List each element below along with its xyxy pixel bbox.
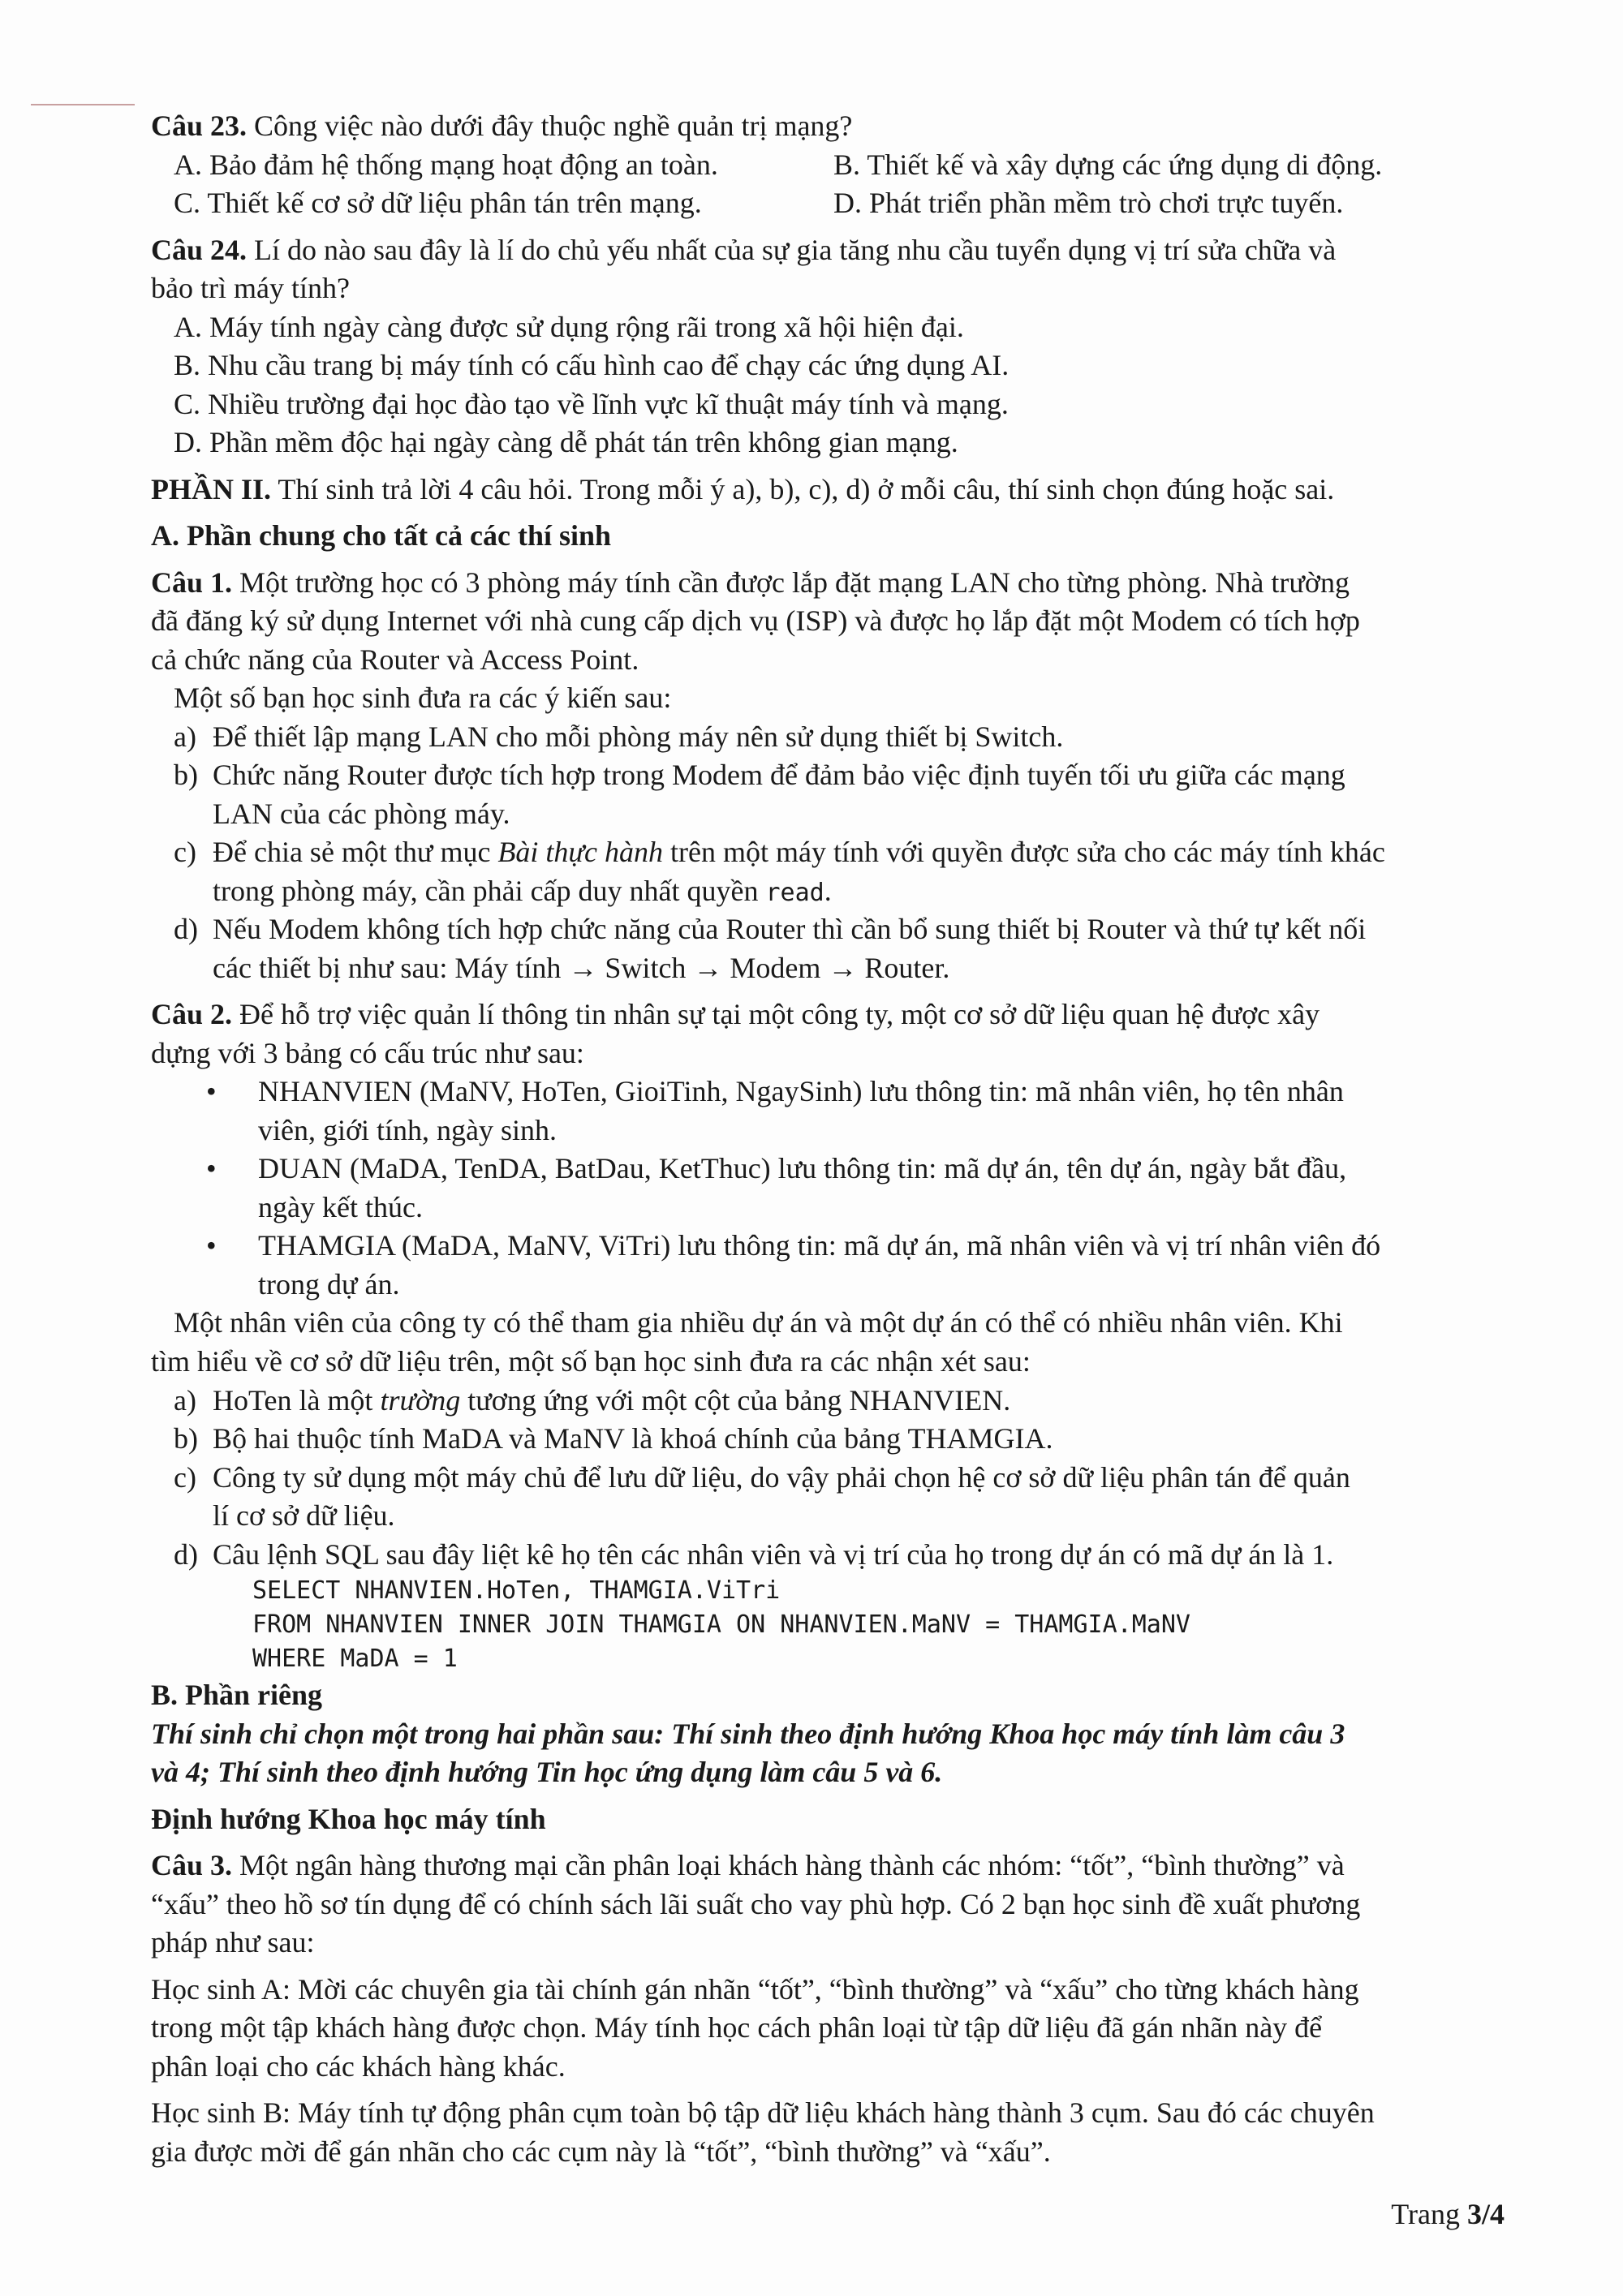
statement-text: [213, 756, 1498, 833]
question-text: Để hỗ trợ việc quản lí thông tin nhân sự tại một công ty, một cơ sở dữ liệu quan hệ được xây: [239, 998, 1320, 1031]
sql-line: SELECT NHANVIEN.HoTen, THAMGIA.ViTri: [252, 1576, 781, 1606]
question-23: [151, 107, 1498, 223]
bullet-line: trong dự án.: [258, 1267, 400, 1301]
question-text-cont: cả chức năng của Router và Access Point.: [151, 643, 639, 676]
sql-line: FROM NHANVIEN INNER JOIN THAMGIA ON NHANVIEN.MaNV = THAMGIA.MaNV: [252, 1610, 1190, 1640]
question-label: Câu 24.: [151, 233, 248, 266]
statement-a: [151, 1382, 1498, 1421]
statement-line: .: [824, 874, 832, 907]
student-a-proposal: [151, 1971, 1498, 2087]
page-prefix: Trang: [1391, 2198, 1460, 2230]
question-label: Câu 3.: [151, 1849, 233, 1882]
question-label: Câu 1.: [151, 565, 233, 599]
options-row: [151, 184, 1498, 223]
statement-label: d): [174, 1537, 198, 1571]
statement-c: [151, 833, 1498, 910]
permission-code: read: [765, 878, 824, 907]
statement-line: HoTen là một: [213, 1383, 373, 1417]
folder-name: Bài thực hành: [497, 836, 664, 869]
options-row: [151, 146, 1498, 185]
bullet-line: ngày kết thúc.: [258, 1190, 423, 1223]
question-text: Công việc nào dưới đây thuộc nghề quản trị mạng?: [254, 110, 853, 142]
bullet-line: DUAN (MaDA, TenDA, BatDau, KetThuc) lưu thông tin: mã dự án, tên dự án, ngày bắt đầu,: [258, 1152, 1347, 1185]
question-label: Câu 2.: [151, 998, 233, 1031]
statement-text: [213, 1382, 1498, 1421]
proposal-line: Học sinh A: Mời các chuyên gia tài chính gán nhãn “tốt”, “bình thường” và “xấu” cho từng khách hàng: [151, 1972, 1359, 2006]
bullet-item: [151, 1073, 1498, 1150]
statement-text: Để thiết lập mạng LAN cho mỗi phòng máy nên sử dụng thiết bị Switch.: [213, 720, 1064, 753]
question-text-cont: đã đăng ký sử dụng Internet với nhà cung cấp dịch vụ (ISP) và được họ lắp đặt một Modem có tích hợp: [151, 604, 1360, 638]
statement-label: d): [174, 913, 198, 946]
page-number: [1391, 2195, 1505, 2234]
section-a-heading: A. Phần chung cho tất cả các thí sinh: [151, 519, 612, 553]
page-content: [151, 107, 1498, 2171]
option-d: D. Phần mềm độc hại ngày càng dễ phát tán trên không gian mạng.: [174, 426, 958, 459]
statement-line: LAN của các phòng máy.: [213, 797, 510, 830]
statement-label: a): [174, 1383, 196, 1417]
bullet-line: viên, giới tính, ngày sinh.: [258, 1113, 558, 1146]
part-2-heading: [151, 471, 1498, 510]
paragraph-line: tìm hiểu về cơ sở dữ liệu trên, một số bạn học sinh đưa ra các nhận xét sau:: [151, 1344, 1031, 1378]
sql-code-block: [151, 1574, 1498, 1676]
statement-d: [151, 1536, 1498, 1575]
question-text: Một trường học có 3 phòng máy tính cần được lắp đặt mạng LAN cho từng phòng. Nhà trường: [239, 565, 1350, 599]
statement-label: b): [174, 759, 198, 792]
statement-line: Nếu Modem không tích hợp chức năng của Router thì cần bổ sung thiết bị Router và thứ tự kết nối: [213, 913, 1367, 946]
corner-mark: [31, 104, 135, 105]
option-c: C. Nhiều trường đại học đào tạo về lĩnh vực kĩ thuật máy tính và mạng.: [174, 387, 1009, 420]
option-a: A. Máy tính ngày càng được sử dụng rộng rãi trong xã hội hiện đại.: [174, 310, 964, 343]
question-2: [151, 995, 1498, 1676]
statement-line: Công ty sử dụng một máy chủ để lưu dữ liệu, do vậy phải chọn hệ cơ sở dữ liệu phân tán để quản: [213, 1460, 1350, 1494]
option-d: D. Phát triển phần mềm trò chơi trực tuyến.: [833, 187, 1344, 220]
question-text: Một ngân hàng thương mại cần phân loại khách hàng thành các nhóm: “tốt”, “bình thường” và: [239, 1849, 1345, 1882]
question-text: Lí do nào sau đây là lí do chủ yếu nhất của sự gia tăng nhu cầu tuyển dụng vị trí sửa chữa và: [254, 233, 1337, 266]
bullet-item: [151, 1227, 1498, 1304]
proposal-line: phân loại cho các khách hàng khác.: [151, 2049, 566, 2083]
term-italic: trường: [380, 1383, 461, 1417]
option-b: B. Thiết kế và xây dựng các ứng dụng di động.: [833, 148, 1383, 181]
statement-label: c): [174, 1460, 196, 1494]
statement-line: trên một máy tính với quyền được sửa cho các máy tính khác: [670, 836, 1385, 869]
section-b-heading: B. Phần riêng: [151, 1679, 323, 1712]
option-c: C. Thiết kế cơ sở dữ liệu phân tán trên mạng.: [174, 187, 702, 220]
option-a: A. Bảo đảm hệ thống mạng hoạt động an toàn.: [174, 148, 718, 181]
statement-line: lí cơ sở dữ liệu.: [213, 1499, 395, 1533]
statement-label: c): [174, 836, 196, 869]
student-b-proposal: [151, 2094, 1498, 2171]
bullet-text: [258, 1073, 1498, 1150]
bullet-icon: •: [206, 1152, 217, 1185]
bullet-icon: •: [206, 1229, 217, 1262]
part-instructions: Thí sinh trả lời 4 câu hỏi. Trong mỗi ý a), b), c), d) ở mỗi câu, thí sinh chọn đúng hoặc sai.: [278, 472, 1335, 505]
bullet-item: [151, 1150, 1498, 1227]
statement-label: b): [174, 1422, 198, 1455]
bullet-text: [258, 1227, 1498, 1304]
proposal-line: gia được mời để gán nhãn cho các cụm này là “tốt”, “bình thường” và “xấu”.: [151, 2135, 1051, 2168]
sql-line: WHERE MaDA = 1: [252, 1645, 458, 1674]
statement-line: các thiết bị như sau: Máy tính → Switch → Modem → Router.: [213, 951, 950, 984]
question-text-cont: pháp như sau:: [151, 1926, 315, 1959]
question-24: [151, 231, 1498, 462]
question-intro: Một số bạn học sinh đưa ra các ý kiến sau:: [174, 681, 672, 715]
bullet-icon: •: [206, 1075, 217, 1108]
bullet-line: THAMGIA (MaDA, MaNV, ViTri) lưu thông tin: mã dự án, mã nhân viên và vị trí nhân viên đó: [258, 1229, 1381, 1262]
statement-d: [151, 910, 1498, 987]
paragraph-line: Một nhân viên của công ty có thể tham gia nhiều dự án và một dự án có thể có nhiều nhân viên. Khi: [174, 1306, 1343, 1339]
statement-text: [213, 910, 1498, 987]
question-3: [151, 1847, 1498, 2171]
statement-line: Để chia sẻ một thư mục: [213, 836, 491, 869]
statement-line: tương ứng với một cột của bảng NHANVIEN.: [467, 1383, 1011, 1417]
proposal-line: trong một tập khách hàng được chọn. Máy tính học cách phân loại từ tập dữ liệu đã gán nhãn này để: [151, 2011, 1323, 2044]
page-count: 3/4: [1466, 2198, 1505, 2230]
section-b-note: Thí sinh chỉ chọn một trong hai phần sau: Thí sinh theo định hướng Khoa học máy tính làm câu 3: [151, 1717, 1345, 1750]
statement-a: [151, 718, 1498, 757]
statement-line: Chức năng Router được tích hợp trong Modem để đảm bảo việc định tuyến tối ưu giữa các mạng: [213, 759, 1345, 792]
question-label: Câu 23.: [151, 110, 248, 142]
question-text-cont: “xấu” theo hồ sơ tín dụng để có chính sách lãi suất cho vay phù hợp. Có 2 bạn học sinh đề xuất phương: [151, 1887, 1361, 1920]
statement-text: [213, 833, 1498, 910]
statement-b: [151, 1420, 1498, 1459]
question-1: [151, 564, 1498, 988]
question-text-cont: dựng với 3 bảng có cấu trúc như sau:: [151, 1036, 584, 1069]
orientation-heading: Định hướng Khoa học máy tính: [151, 1802, 546, 1835]
statement-b: [151, 756, 1498, 833]
statement-text: [213, 1459, 1498, 1536]
bullet-text: [258, 1150, 1498, 1227]
bullet-line: NHANVIEN (MaNV, HoTen, GioiTinh, NgaySinh) lưu thông tin: mã nhân viên, họ tên nhân: [258, 1075, 1344, 1108]
statement-text: Bộ hai thuộc tính MaDA và MaNV là khoá chính của bảng THAMGIA.: [213, 1422, 1053, 1455]
statement-label: a): [174, 720, 196, 753]
proposal-line: Học sinh B: Máy tính tự động phân cụm toàn bộ tập dữ liệu khách hàng thành 3 cụm. Sau đó các chuyên: [151, 2096, 1375, 2130]
part-label: PHẦN II.: [151, 472, 272, 505]
option-b: B. Nhu cầu trang bị máy tính có cấu hình cao để chạy các ứng dụng AI.: [174, 349, 1010, 382]
question-text-cont: bảo trì máy tính?: [151, 272, 350, 305]
statement-text: Câu lệnh SQL sau đây liệt kê họ tên các nhân viên và vị trí của họ trong dự án có mã dự án là 1.: [213, 1537, 1334, 1571]
section-b-note: và 4; Thí sinh theo định hướng Tin học ứng dụng làm câu 5 và 6.: [151, 1756, 943, 1789]
statement-line: trong phòng máy, cần phải cấp duy nhất quyền: [213, 874, 759, 907]
statement-c: [151, 1459, 1498, 1536]
